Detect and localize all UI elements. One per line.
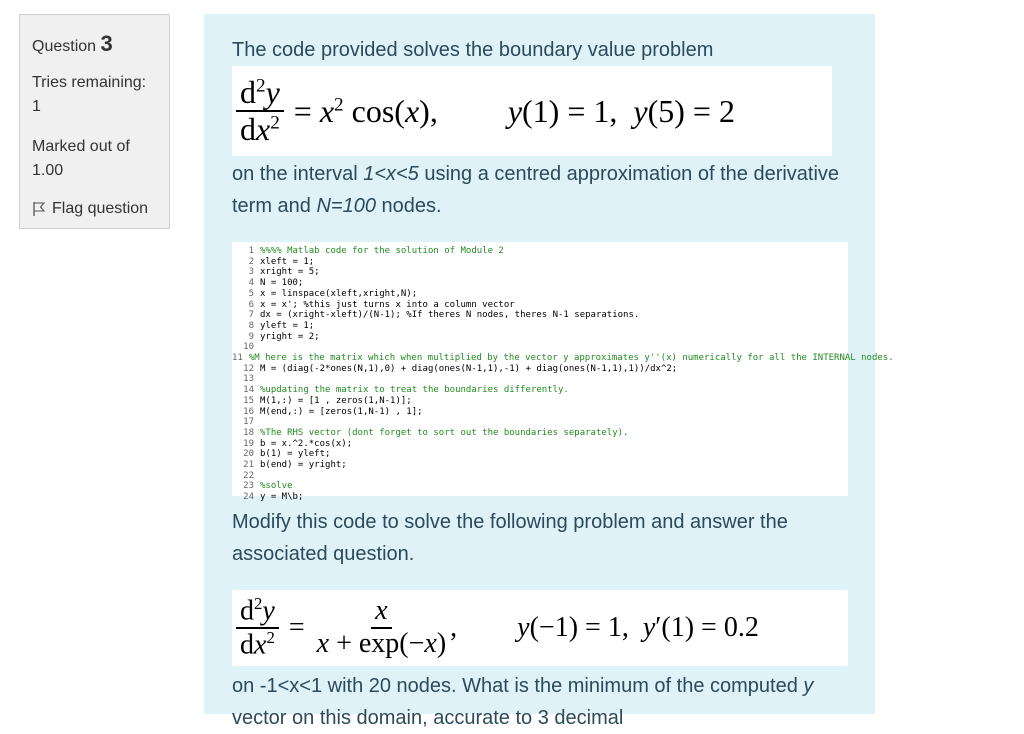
code-line	[232, 492, 848, 503]
code-line	[232, 321, 848, 332]
code-line	[232, 267, 848, 278]
code-line	[232, 439, 848, 450]
nodes-math: N=100	[316, 195, 376, 217]
interval-description	[232, 158, 847, 222]
code-line-text: yright = 2;	[260, 331, 320, 342]
final-math: y	[803, 675, 814, 697]
code-line	[232, 417, 848, 428]
final-text-a: on -1<x<1 with 20 nodes. What is the minimum of the computed	[232, 675, 804, 697]
interval-text-c: nodes.	[375, 195, 442, 217]
code-line-number: 24	[243, 492, 254, 503]
code-line-text: x = x'; %this just turns x into a column vector	[260, 299, 515, 310]
code-line-number: 20	[243, 449, 254, 460]
question-info-panel	[19, 14, 170, 229]
question-prompt	[232, 670, 847, 734]
intro-text: The code provided solves the boundary value problem	[232, 39, 714, 61]
code-line-number: 4	[248, 278, 254, 289]
code-line-text: b(end) = yright;	[260, 460, 347, 471]
final-text-b: vector on this domain, accurate to 3 decimal	[232, 707, 624, 729]
code-line	[232, 471, 848, 482]
code-line-number: 6	[248, 299, 254, 310]
matlab-code-block	[232, 242, 894, 503]
code-line-text: N = 100;	[260, 278, 304, 289]
code-line	[232, 246, 848, 257]
code-line-text: x = linspace(xleft,xright,N);	[260, 288, 418, 299]
tries-remaining-value: 1	[32, 98, 41, 115]
code-line-number: 16	[243, 406, 254, 417]
flag-question-label: Flag question	[52, 200, 149, 217]
question-number: 3	[100, 31, 113, 56]
code-line	[232, 407, 848, 418]
code-line-number: 1	[248, 246, 254, 256]
code-line-text: %%%% Matlab code for the solution of Module 2	[260, 246, 504, 256]
interval-text-a: on the interval	[232, 163, 364, 185]
code-line-number: 8	[248, 320, 254, 331]
boundary-value-equation: $\frac{d^2y}{dx^2}$ = $x^2$ cos(x), y(1) = 1, y(5) = 2	[232, 66, 832, 156]
code-line	[232, 385, 848, 396]
question-label: Question	[32, 38, 97, 55]
code-line-text: dx = (xright-xleft)/(N-1); %If theres N nodes, theres N-1 separations.	[260, 310, 640, 321]
code-line-text: xright = 5;	[260, 267, 320, 278]
code-line-number: 7	[248, 310, 254, 321]
new-problem-equation: $\frac{d^2y}{dx^2}$ = $\frac{x}{x + \exp(-x)}$ , y(−1) = 1, y′(1) = 0.2	[232, 590, 848, 666]
code-line-text: b(1) = yleft;	[260, 449, 331, 460]
tries-remaining-label: Tries remaining:	[32, 74, 147, 91]
code-line-text: %solve	[260, 481, 293, 492]
code-line-text: M(end,:) = [zeros(1,N-1) , 1];	[260, 406, 423, 417]
code-line-text: xleft = 1;	[260, 256, 315, 267]
code-line-number: 12	[243, 363, 254, 374]
marked-out-of-value: 1.00	[32, 162, 64, 179]
code-line-text: %M here is the matrix which when multiplied by the vector y approximates y''(x) numerically for all the INTERNAL nodes.	[248, 353, 894, 364]
code-line-number: 10	[243, 342, 254, 353]
code-line-number: 21	[243, 460, 254, 471]
code-line-number: 9	[248, 331, 254, 342]
code-line-text: yleft = 1;	[260, 320, 315, 331]
code-line	[232, 278, 848, 289]
question-content	[204, 14, 894, 729]
code-line-number: 3	[248, 267, 254, 278]
question-heading	[32, 31, 157, 57]
code-line-number: 15	[243, 395, 254, 406]
code-line	[232, 353, 894, 364]
code-line-number: 11	[232, 353, 243, 364]
code-line	[232, 374, 848, 385]
code-line	[232, 332, 848, 343]
code-line-number: 23	[243, 481, 254, 492]
code-line	[232, 300, 848, 311]
code-line	[232, 257, 848, 268]
code-line	[232, 364, 848, 375]
code-line	[232, 310, 848, 321]
flag-icon	[32, 201, 46, 217]
code-line-number: 2	[248, 256, 254, 267]
code-line-number: 5	[248, 288, 254, 299]
flag-question-button[interactable]	[32, 197, 157, 221]
code-line-number: 22	[243, 470, 254, 481]
code-line	[232, 481, 848, 492]
code-line-number: 14	[243, 385, 254, 396]
modify-instruction: Modify this code to solve the following problem and answer the associated question.	[232, 511, 788, 565]
code-line-text: b = x.^2.*cos(x);	[260, 438, 353, 449]
code-line	[232, 396, 848, 407]
code-line-number: 18	[243, 427, 254, 438]
code-line-number: 17	[243, 417, 254, 428]
code-line	[232, 460, 848, 471]
interval-math: 1<x<5	[363, 163, 419, 185]
code-line	[232, 449, 848, 460]
code-line-text: %updating the matrix to treat the boundaries differently.	[260, 385, 569, 396]
code-line-text: M = (diag(-2*ones(N,1),0) + diag(ones(N-1,1),-1) + diag(ones(N-1,1),1))/dx^2;	[260, 363, 678, 374]
code-line-text: %The RHS vector (dont forget to sort out the boundaries separately).	[260, 427, 629, 438]
code-line	[232, 342, 848, 353]
code-line-text: y = M\b;	[260, 492, 304, 503]
code-line-text: M(1,:) = [1 , zeros(1,N-1)];	[260, 395, 412, 406]
interval-text-b: using a centred approximation of the derivative term and	[232, 163, 840, 217]
code-line	[232, 428, 848, 439]
code-line	[232, 289, 848, 300]
code-line-number: 13	[243, 374, 254, 385]
marked-out-of-label: Marked out of	[32, 138, 130, 155]
code-line-number: 19	[243, 438, 254, 449]
